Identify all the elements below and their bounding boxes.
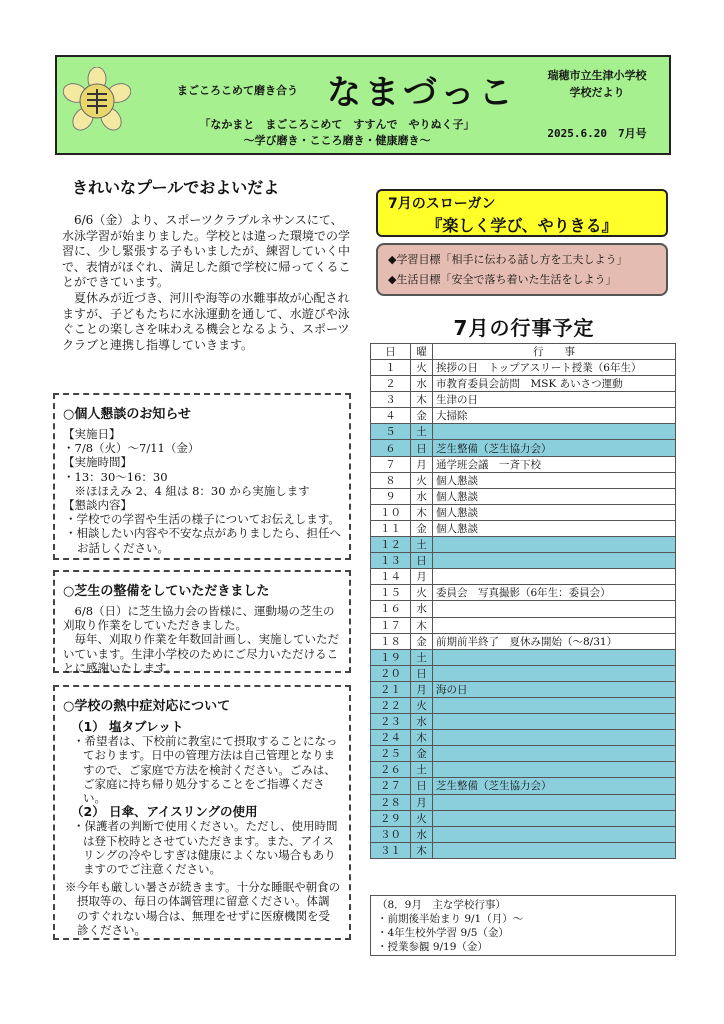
weekday-cell: 日 <box>411 665 433 681</box>
day-cell: ６ <box>371 440 411 456</box>
day-cell: １５ <box>371 585 411 601</box>
weekday-cell: 土 <box>411 762 433 778</box>
weekday-cell: 木 <box>411 392 433 408</box>
table-row <box>371 376 676 392</box>
table-row <box>371 842 676 858</box>
note-line: ・4年生校外学習 9/5（金） <box>377 927 509 939</box>
table-row <box>371 617 676 633</box>
header-tagline: まごころこめて磨き合う <box>177 84 298 97</box>
event-cell: 個人懇談 <box>433 472 676 488</box>
day-cell: １８ <box>371 633 411 649</box>
parasol-text: ・保護者の判断で使用ください。ただし、使用時間は登下校時とさせていただきます。また、アイスリングの冷やしすぎは健康によくない場合もありますのでご注意ください。 <box>73 819 338 877</box>
day-cell: ４ <box>371 408 411 424</box>
day-cell: ２６ <box>371 762 411 778</box>
slogan-heading: 7月のスローガン <box>388 196 496 212</box>
weekday-cell: 月 <box>411 794 433 810</box>
weekday-cell: 火 <box>411 472 433 488</box>
motto-subtext: ～学び磨き・こころ磨き・健康磨き～ <box>243 134 431 147</box>
event-cell: 市教育委員会訪問 MSK あいさつ運動 <box>433 376 676 392</box>
upcoming-events-notes <box>370 895 676 956</box>
day-cell: ７ <box>371 456 411 472</box>
weekday-cell: 日 <box>411 778 433 794</box>
day-cell: ２０ <box>371 665 411 681</box>
event-cell <box>433 714 676 730</box>
table-row <box>371 520 676 536</box>
weekday-cell: 土 <box>411 649 433 665</box>
day-cell: ２１ <box>371 681 411 697</box>
table-row <box>371 424 676 440</box>
table-row <box>371 794 676 810</box>
event-cell <box>433 553 676 569</box>
text-line: ・相談したい内容や不安な点がありましたら、担任へお話しください。 <box>65 526 341 555</box>
newsletter-header <box>55 55 671 155</box>
life-goal: ◆生活目標「安全で落ち着いた生活をしよう」 <box>388 273 617 286</box>
event-cell: 個人懇談 <box>433 504 676 520</box>
weekday-cell: 水 <box>411 488 433 504</box>
event-cell <box>433 810 676 826</box>
parasol-heading: （2） 日傘、アイスリングの使用 <box>71 804 258 820</box>
monthly-slogan <box>376 189 668 237</box>
text-line: ・学校での学習や生活の様子についてお伝えします。 <box>65 512 340 527</box>
table-row <box>371 408 676 424</box>
table-row <box>371 778 676 794</box>
table-row <box>371 472 676 488</box>
lawn-maintenance-body <box>63 604 341 675</box>
event-cell <box>433 794 676 810</box>
lawn-maintenance-box <box>53 570 351 673</box>
paragraph: 夏休みが近づき、河川や海等の水難事故が心配されますが、子どもたちに水泳運動を通して、水遊びや泳ぐことの楽しさを味わえる機会となるよう、スポーツクラブと連携し指導していきます。 <box>62 290 350 352</box>
event-cell: 個人懇談 <box>433 488 676 504</box>
event-cell <box>433 649 676 665</box>
table-row <box>371 681 676 697</box>
event-cell <box>433 537 676 553</box>
event-cell: 前期前半終了 夏休み開始（～8/31） <box>433 633 676 649</box>
day-cell: ５ <box>371 424 411 440</box>
newsletter-title: なまづっこ <box>327 73 517 113</box>
weekday-cell: 月 <box>411 569 433 585</box>
day-cell: ８ <box>371 472 411 488</box>
day-cell: ２８ <box>371 794 411 810</box>
table-header-row <box>371 344 676 360</box>
issue-date: 2025.6.20 7月号 <box>547 127 647 140</box>
day-cell: ３ <box>371 392 411 408</box>
weekday-cell: 木 <box>411 842 433 858</box>
paragraph: 6/8（日）に芝生協力会の皆様に、運動場の芝生の刈取り作業をしていただきました。 <box>63 604 335 633</box>
weekday-cell: 木 <box>411 504 433 520</box>
note-line: ・前期後半始まり 9/1（月）～ <box>377 913 524 925</box>
interview-notice-box <box>53 393 351 560</box>
weekday-cell: 月 <box>411 456 433 472</box>
slogan-text: 『楽しく学び、やりきる』 <box>426 216 618 235</box>
day-cell: １４ <box>371 569 411 585</box>
school-name: 瑞穂市立生津小学校 <box>547 69 647 82</box>
event-cell <box>433 826 676 842</box>
day-cell: １９ <box>371 649 411 665</box>
events-table <box>370 343 676 859</box>
event-cell: 通学班会議 一斉下校 <box>433 456 676 472</box>
text-line: ※ほほえみ 2、4 組は 8：30 から実施します <box>63 483 310 498</box>
weekday-cell: 木 <box>411 730 433 746</box>
study-goal: ◆学習目標「相手に伝わる話し方を工夫しよう」 <box>388 253 628 266</box>
table-row <box>371 601 676 617</box>
table-row <box>371 456 676 472</box>
weekday-cell: 土 <box>411 424 433 440</box>
column-header: 行 事 <box>433 344 676 360</box>
table-row <box>371 633 676 649</box>
note-line: （8．9月 主な学校行事） <box>377 899 506 911</box>
paragraph: 毎年、刈取り作業を年数回計画し、実施していただいています。生津小学校のためにご尽力いただけることに感謝いたします。 <box>63 632 339 675</box>
weekday-cell: 月 <box>411 681 433 697</box>
weekday-cell: 金 <box>411 408 433 424</box>
weekday-cell: 日 <box>411 553 433 569</box>
lawn-maintenance-title: ○芝生の整備をしていただきました <box>63 584 270 599</box>
note-line: ・授業参観 9/19（金） <box>377 941 488 953</box>
event-cell: 海の日 <box>433 681 676 697</box>
table-row <box>371 649 676 665</box>
weekday-cell: 火 <box>411 810 433 826</box>
school-motto <box>177 117 497 149</box>
day-cell: ９ <box>371 488 411 504</box>
table-row <box>371 440 676 456</box>
table-row <box>371 697 676 713</box>
table-row <box>371 537 676 553</box>
day-cell: １７ <box>371 617 411 633</box>
table-row <box>371 746 676 762</box>
day-cell: １６ <box>371 601 411 617</box>
weekday-cell: 火 <box>411 585 433 601</box>
weekday-cell: 木 <box>411 617 433 633</box>
day-cell: ３１ <box>371 842 411 858</box>
table-row <box>371 826 676 842</box>
column-header: 曜 <box>411 344 433 360</box>
motto-text: 「なかまと まごころこめて すすんで やりぬく子」 <box>199 118 475 131</box>
event-cell <box>433 697 676 713</box>
table-row <box>371 488 676 504</box>
weekday-cell: 水 <box>411 714 433 730</box>
heatstroke-title: ○学校の熱中症対応について <box>63 699 231 714</box>
weekday-cell: 金 <box>411 633 433 649</box>
day-cell: ２５ <box>371 746 411 762</box>
day-cell: ２４ <box>371 730 411 746</box>
school-info <box>527 67 667 101</box>
event-cell: 芝生整備（芝生協力会） <box>433 778 676 794</box>
table-row <box>371 392 676 408</box>
salt-tablet-text: ・希望者は、下校前に教室にて摂取することになっております。日中の管理方法は自己管理となりますので、ご家庭で方法を検討ください。ごみは、ご家庭に持ち帰り処分することをご指導ください。 <box>73 734 338 806</box>
text-line: ・7/8（火）～7/11（金） <box>63 441 200 456</box>
day-cell: １２ <box>371 537 411 553</box>
event-cell: 挨拶の日 トップアスリート授業（6年生） <box>433 360 676 376</box>
heatstroke-box <box>53 685 351 940</box>
heatstroke-body <box>63 720 341 937</box>
event-cell: 委員会 写真撮影（6年生：委員会） <box>433 585 676 601</box>
table-row <box>371 665 676 681</box>
paragraph: 6/6（金）より、スポーツクラブルネサンスにて、水泳学習が始まりました。学校とは違った環境での学習に、少し緊張する子もいましたが、練習していく中で、表情がほぐれ、満足した顔で学校に帰ってくることができています。 <box>62 213 351 290</box>
event-cell <box>433 762 676 778</box>
weekday-cell: 土 <box>411 537 433 553</box>
day-cell: ２７ <box>371 778 411 794</box>
text-line: ・13：30～16：30 <box>63 469 168 484</box>
event-cell <box>433 746 676 762</box>
text-line: 【懇談内容】 <box>63 498 132 513</box>
text-line: 【実施日】 <box>63 427 121 441</box>
day-cell: １０ <box>371 504 411 520</box>
day-cell: ２９ <box>371 810 411 826</box>
salt-tablet-heading: （1） 塩タブレット <box>71 719 184 734</box>
weekday-cell: 水 <box>411 601 433 617</box>
table-row <box>371 553 676 569</box>
event-cell <box>433 424 676 440</box>
table-row <box>371 810 676 826</box>
event-cell: 個人懇談 <box>433 520 676 536</box>
event-cell <box>433 569 676 585</box>
monthly-goals <box>376 243 668 296</box>
day-cell: ２ <box>371 376 411 392</box>
table-row <box>371 762 676 778</box>
table-row <box>371 585 676 601</box>
day-cell: １３ <box>371 553 411 569</box>
table-row <box>371 504 676 520</box>
event-cell <box>433 842 676 858</box>
interview-notice-title: ○個人懇談のお知らせ <box>63 407 191 422</box>
school-emblem-icon <box>63 67 131 135</box>
day-cell: １１ <box>371 520 411 536</box>
heat-note: ※今年も厳しい暑さが続きます。十分な睡眠や朝食の摂取等の、毎日の体調管理に留意ください。体調のすぐれない場合は、無理をせずに医療機関を受診ください。 <box>65 880 341 937</box>
event-cell: 大掃除 <box>433 408 676 424</box>
weekday-cell: 火 <box>411 360 433 376</box>
event-cell <box>433 617 676 633</box>
event-cell: 生津の日 <box>433 392 676 408</box>
table-row <box>371 569 676 585</box>
day-cell: ２２ <box>371 697 411 713</box>
day-cell: ２３ <box>371 714 411 730</box>
weekday-cell: 日 <box>411 440 433 456</box>
interview-notice-body <box>63 427 341 555</box>
weekday-cell: 金 <box>411 746 433 762</box>
weekday-cell: 水 <box>411 376 433 392</box>
event-cell <box>433 601 676 617</box>
day-cell: ３０ <box>371 826 411 842</box>
event-cell <box>433 665 676 681</box>
event-cell: 芝生整備（芝生協力会） <box>433 440 676 456</box>
newsletter-label: 学校だより <box>569 86 625 99</box>
text-line: 【実施時間】 <box>63 455 132 470</box>
column-header: 日 <box>371 344 411 360</box>
event-cell <box>433 730 676 746</box>
day-cell: １ <box>371 360 411 376</box>
table-row <box>371 730 676 746</box>
events-title: 7月の行事予定 <box>453 316 595 340</box>
weekday-cell: 水 <box>411 826 433 842</box>
table-row <box>371 714 676 730</box>
weekday-cell: 金 <box>411 520 433 536</box>
pool-article-title: きれいなプールでおよいだよ <box>72 178 280 197</box>
weekday-cell: 火 <box>411 697 433 713</box>
pool-article-body <box>62 213 352 353</box>
table-row <box>371 360 676 376</box>
